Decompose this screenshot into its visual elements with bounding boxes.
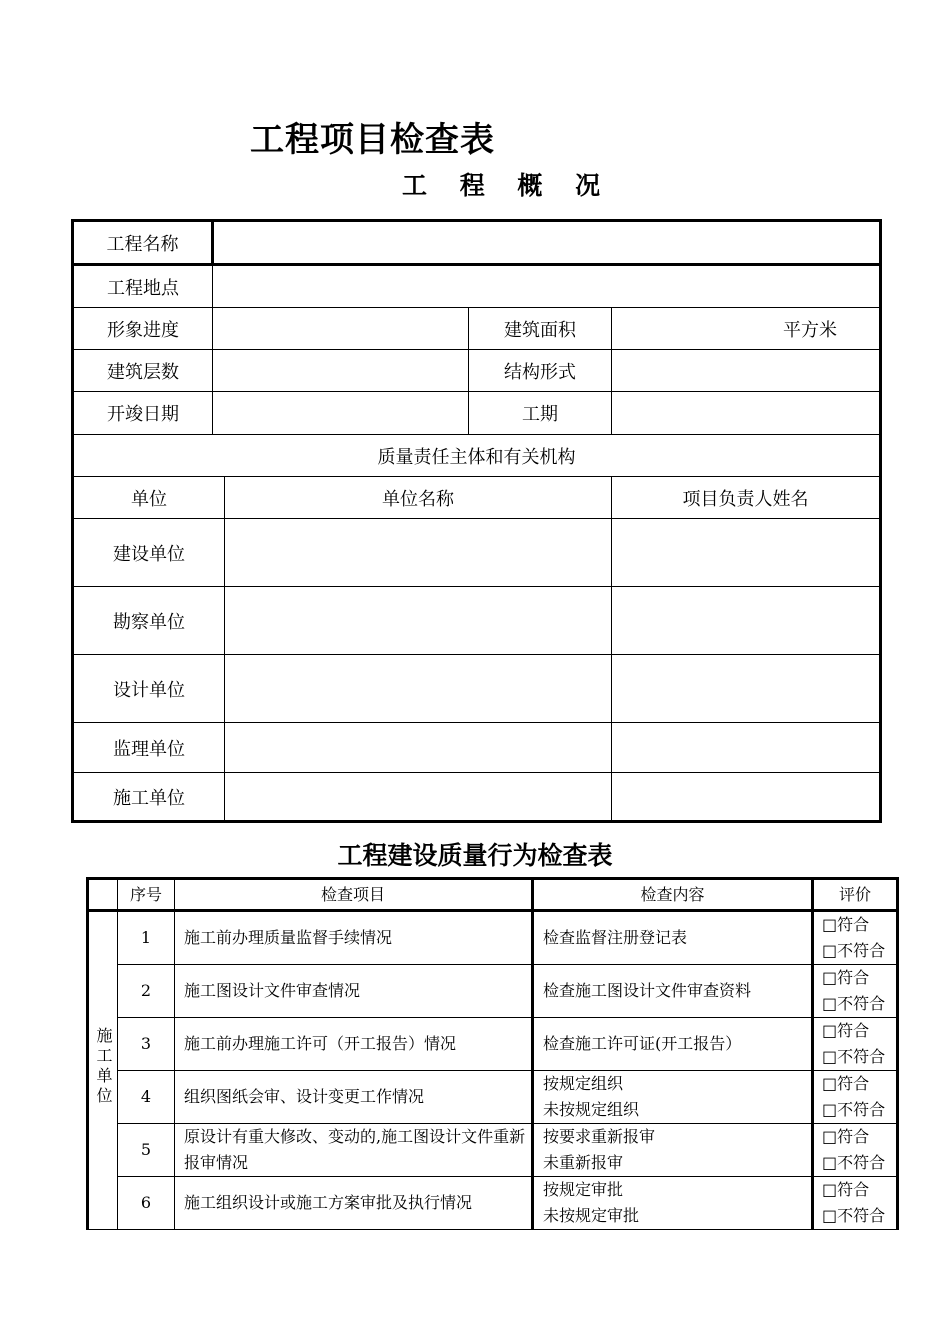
table-row — [88, 911, 898, 965]
unit-label-construction: 建设单位 — [73, 519, 225, 587]
nonconform-checkbox[interactable]: □不符合 — [822, 1100, 886, 1119]
manager-construction[interactable] — [612, 519, 881, 587]
area-value[interactable] — [612, 308, 881, 350]
content-line: 未重新报审 — [543, 1153, 624, 1172]
col-content-header: 检查内容 — [533, 879, 813, 911]
conform-checkbox[interactable]: □符合 — [822, 968, 870, 987]
col-item-header: 检查项目 — [175, 879, 533, 911]
project-overview-table — [71, 219, 882, 823]
row-seq: 5 — [118, 1124, 175, 1177]
duration-value[interactable] — [612, 392, 881, 435]
row-evaluation — [813, 1177, 898, 1230]
row-check-content — [533, 911, 813, 965]
project-name-label: 工程名称 — [73, 221, 213, 265]
content-line: 未按规定组织 — [543, 1100, 640, 1119]
unit-name-supervision[interactable] — [225, 723, 612, 773]
table-row — [88, 1018, 898, 1071]
group-label-cell — [88, 911, 118, 1230]
project-location-label: 工程地点 — [73, 265, 213, 308]
conform-checkbox[interactable]: □符合 — [822, 1127, 870, 1146]
nonconform-checkbox[interactable]: □不符合 — [822, 941, 886, 960]
unit-name-survey[interactable] — [225, 587, 612, 655]
row-check-item: 原设计有重大修改、变动的,施工图设计文件重新报审情况 — [175, 1124, 533, 1177]
row-check-item: 组织图纸会审、设计变更工作情况 — [175, 1071, 533, 1124]
row-evaluation — [813, 1071, 898, 1124]
unit-label-design: 设计单位 — [73, 655, 225, 723]
row-check-item: 施工前办理质量监督手续情况 — [175, 911, 533, 965]
col-manager-header: 项目负责人姓名 — [612, 477, 881, 519]
manager-supervision[interactable] — [612, 723, 881, 773]
project-name-value[interactable] — [213, 221, 881, 265]
behavior-check-title: 工程建设质量行为检查表 — [337, 841, 613, 870]
conform-checkbox[interactable]: □符合 — [822, 915, 870, 934]
row-check-content — [533, 1177, 813, 1230]
row-evaluation — [813, 911, 898, 965]
row-check-content — [533, 965, 813, 1018]
content-line: 按规定组织 — [543, 1074, 624, 1093]
col-seq-header: 序号 — [118, 879, 175, 911]
org-section-label: 质量责任主体和有关机构 — [73, 435, 881, 477]
unit-name-contractor[interactable] — [225, 773, 612, 822]
floors-value[interactable] — [213, 350, 469, 392]
row-check-item: 施工图设计文件审查情况 — [175, 965, 533, 1018]
row-check-content — [533, 1018, 813, 1071]
row-check-content — [533, 1071, 813, 1124]
table-row — [88, 965, 898, 1018]
progress-label: 形象进度 — [73, 308, 213, 350]
row-seq: 2 — [118, 965, 175, 1018]
duration-label: 工期 — [469, 392, 612, 435]
progress-value[interactable] — [213, 308, 469, 350]
table-row — [88, 1071, 898, 1124]
quality-behavior-table — [86, 877, 899, 1230]
nonconform-checkbox[interactable]: □不符合 — [822, 1206, 886, 1225]
conform-checkbox[interactable]: □符合 — [822, 1074, 870, 1093]
row-check-content — [533, 1124, 813, 1177]
content-line: 检查监督注册登记表 — [543, 928, 688, 947]
content-line: 未按规定审批 — [543, 1206, 640, 1225]
unit-name-design[interactable] — [225, 655, 612, 723]
nonconform-checkbox[interactable]: □不符合 — [822, 1047, 886, 1066]
area-unit: 平方米 — [783, 319, 837, 341]
project-location-value[interactable] — [213, 265, 881, 308]
col-unit-name-header: 单位名称 — [225, 477, 612, 519]
dates-label: 开竣日期 — [73, 392, 213, 435]
document-title: 工程项目检查表 — [250, 120, 495, 160]
unit-name-construction[interactable] — [225, 519, 612, 587]
row-seq: 1 — [118, 911, 175, 965]
manager-contractor[interactable] — [612, 773, 881, 822]
row-evaluation — [813, 1124, 898, 1177]
table-row — [88, 1177, 898, 1230]
unit-label-survey: 勘察单位 — [73, 587, 225, 655]
dates-value[interactable] — [213, 392, 469, 435]
row-check-item: 施工组织设计或施工方案审批及执行情况 — [175, 1177, 533, 1230]
nonconform-checkbox[interactable]: □不符合 — [822, 1153, 886, 1172]
row-seq: 6 — [118, 1177, 175, 1230]
content-line: 检查施工许可证(开工报告） — [543, 1034, 742, 1053]
unit-label-contractor: 施工单位 — [73, 773, 225, 822]
row-evaluation — [813, 1018, 898, 1071]
row-evaluation — [813, 965, 898, 1018]
group-label: 施工单位 — [94, 1026, 113, 1107]
row-seq: 3 — [118, 1018, 175, 1071]
structure-label: 结构形式 — [469, 350, 612, 392]
area-label: 建筑面积 — [469, 308, 612, 350]
col-eval-header: 评价 — [813, 879, 898, 911]
manager-survey[interactable] — [612, 587, 881, 655]
content-line: 检查施工图设计文件审查资料 — [543, 981, 752, 1000]
conform-checkbox[interactable]: □符合 — [822, 1021, 870, 1040]
content-line: 按规定审批 — [543, 1180, 624, 1199]
conform-checkbox[interactable]: □符合 — [822, 1180, 870, 1199]
col-unit-header: 单位 — [73, 477, 225, 519]
content-line: 按要求重新报审 — [543, 1127, 656, 1146]
structure-value[interactable] — [612, 350, 881, 392]
row-check-item: 施工前办理施工许可（开工报告）情况 — [175, 1018, 533, 1071]
nonconform-checkbox[interactable]: □不符合 — [822, 994, 886, 1013]
floors-label: 建筑层数 — [73, 350, 213, 392]
group-header-blank — [88, 879, 118, 911]
row-seq: 4 — [118, 1071, 175, 1124]
manager-design[interactable] — [612, 655, 881, 723]
overview-title: 工 程 概 况 — [402, 171, 613, 200]
table-row — [88, 1124, 898, 1177]
unit-label-supervision: 监理单位 — [73, 723, 225, 773]
